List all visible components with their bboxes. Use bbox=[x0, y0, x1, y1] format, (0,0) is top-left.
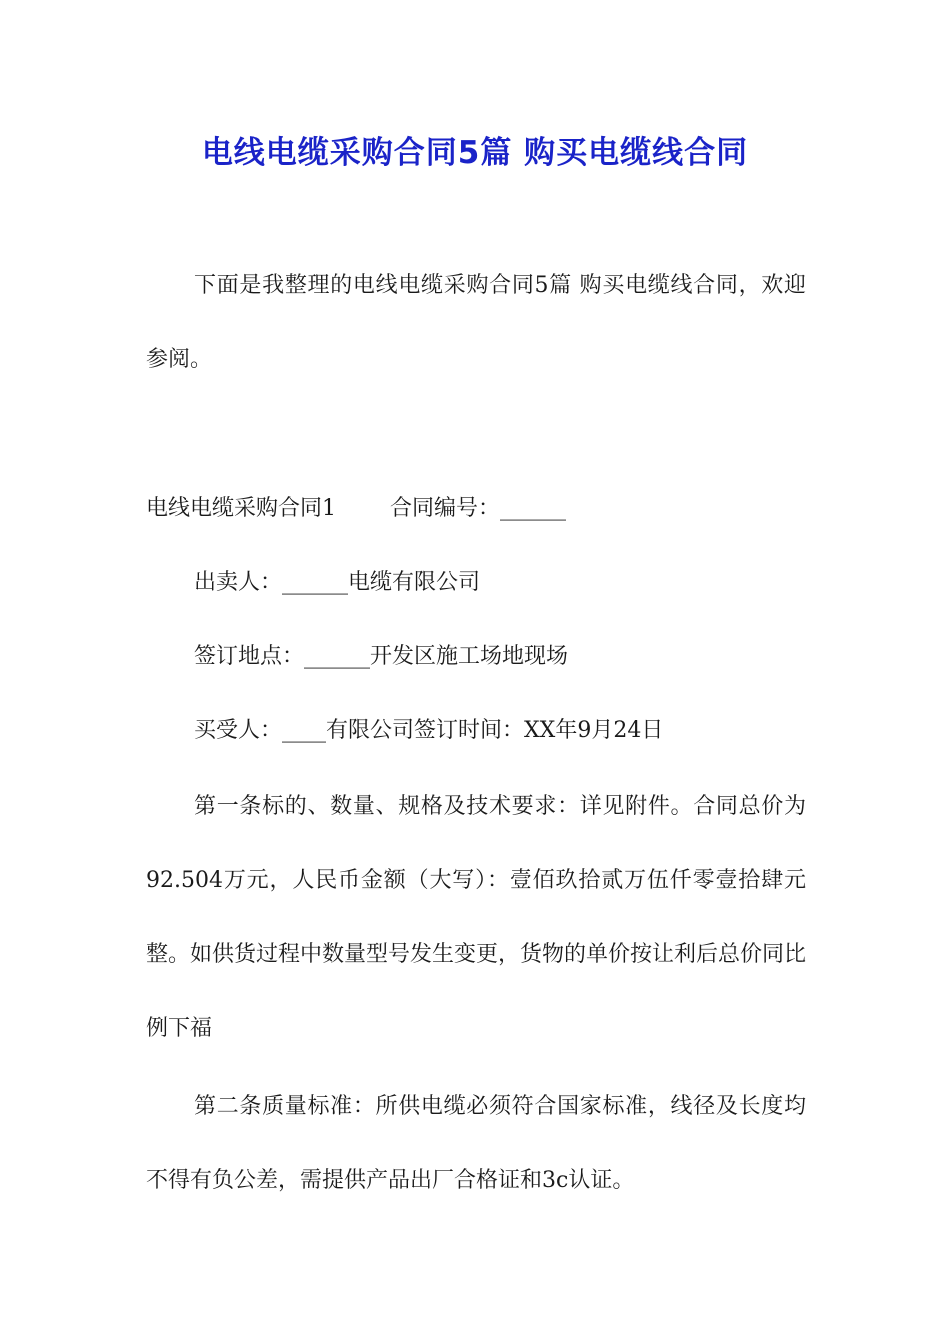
article-2: 第二条质量标准：所供电缆必须符合国家标准，线径及长度均不得有负公差，需提供产品出厂合格证和3c认证。 bbox=[146, 1094, 806, 1193]
buyer-line: 买受人：____有限公司签订时间：XX年9月24日 bbox=[194, 718, 664, 743]
document-title: 电线电缆采购合同5篇 购买电缆线合同 bbox=[201, 135, 749, 171]
contract-number: 合同编号：______ bbox=[390, 496, 567, 521]
intro-paragraph: 下面是我整理的电线电缆采购合同5篇 购买电缆线合同，欢迎参阅。 bbox=[146, 273, 806, 372]
contract-heading-line bbox=[146, 489, 566, 529]
contract-heading: 电线电缆采购合同1 bbox=[146, 496, 336, 521]
sign-place-line: 签订地点：______开发区施工场地现场 bbox=[194, 644, 569, 669]
seller-line: 出卖人：______电缆有限公司 bbox=[194, 570, 481, 595]
article-1: 第一条标的、数量、规格及技术要求：详见附件。合同总价为92.504万元，人民币金额（大写）：壹佰玖拾贰万伍仟零壹拾肆元整。如供货过程中数量型号发生变更，货物的单价按让利后总价同比例下福 bbox=[146, 794, 807, 1041]
